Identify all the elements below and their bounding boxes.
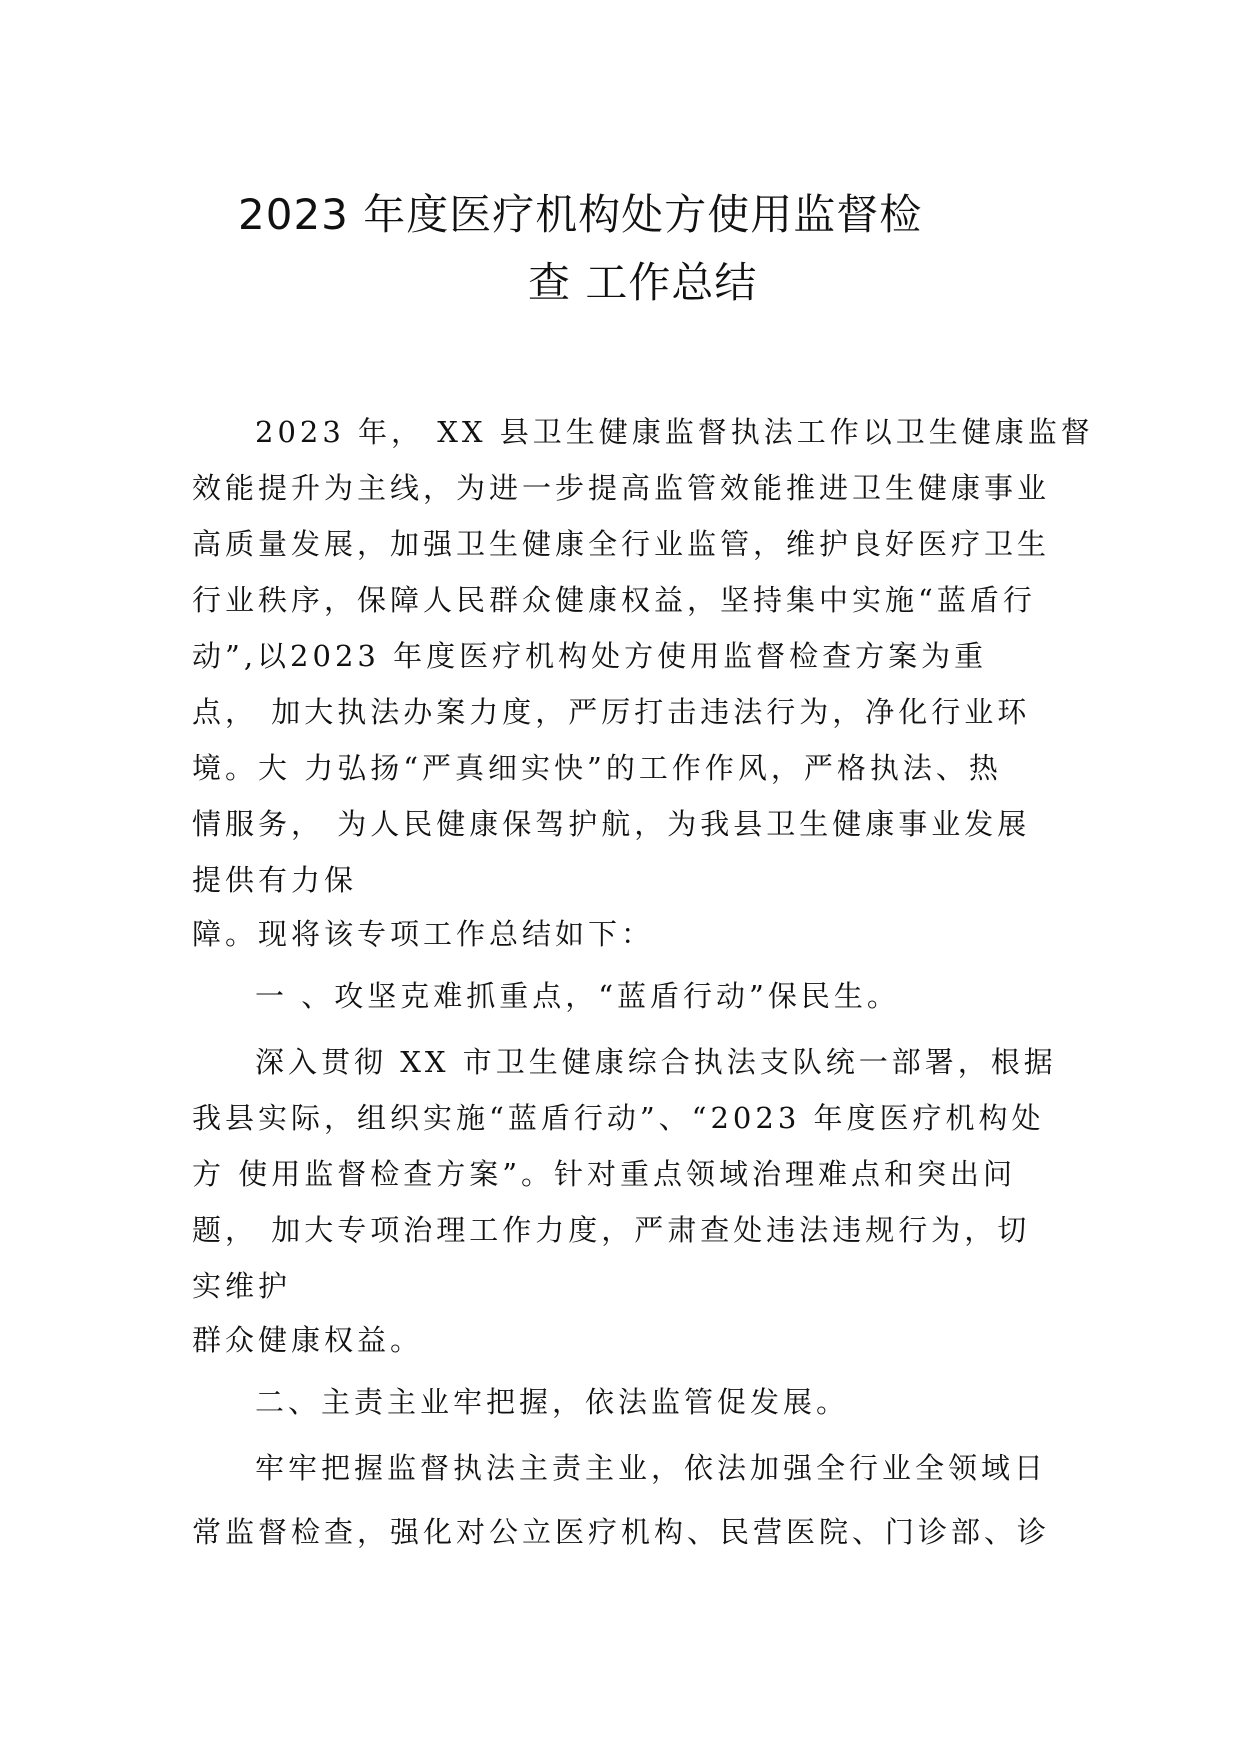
document-title-line-2: 查 工作总结 xyxy=(528,258,758,307)
paragraph-line: 题， 加大专项治理工作力度，严肃查处违法违规行为，切 xyxy=(192,1213,1031,1247)
paragraph-line: 行业秩序，保障人民群众健康权益，坚持集中实施“蓝盾行 xyxy=(192,583,1036,617)
paragraph-line: 实维护 xyxy=(192,1269,292,1303)
section-heading-2: 二、主责主业牢把握，依法监管促发展。 xyxy=(255,1385,850,1419)
paragraph-line: 境。大 力弘扬“严真细实快”的工作作风，严格执法、热 xyxy=(192,751,1002,785)
paragraph-line: 深入贯彻 XX 市卫生健康综合执法支队统一部署，根据 xyxy=(255,1045,1057,1079)
paragraph-line: 方 使用监督检查方案”。针对重点领域治理难点和突出问 xyxy=(192,1157,1017,1191)
paragraph-line: 点， 加大执法办案力度，严厉打击违法行为，净化行业环 xyxy=(192,695,1031,729)
paragraph-line: 我县实际，组织实施“蓝盾行动”、“2023 年度医疗机构处 xyxy=(192,1101,1045,1135)
paragraph-line: 2023 年， XX 县卫生健康监督执法工作以卫生健康监督 xyxy=(255,415,1094,449)
document-title-line-1: 2023 年度医疗机构处方使用监督检 xyxy=(238,190,923,239)
paragraph-line: 群众健康权益。 xyxy=(192,1323,424,1357)
paragraph-line: 障。现将该专项工作总结如下： xyxy=(192,917,655,951)
paragraph-line: 动”,以2023 年度医疗机构处方使用监督检查方案为重 xyxy=(192,639,988,673)
paragraph-line: 高质量发展，加强卫生健康全行业监管，维护良好医疗卫生 xyxy=(192,527,1051,561)
section-heading-1: 一 、攻坚克难抓重点，“蓝盾行动”保民生。 xyxy=(255,979,900,1013)
paragraph-line: 牢牢把握监督执法主责主业，依法加强全行业全领域日 xyxy=(255,1451,1048,1485)
paragraph-line: 常监督检查，强化对公立医疗机构、民营医院、门诊部、诊 xyxy=(192,1515,1051,1549)
paragraph-line: 情服务， 为人民健康保驾护航，为我县卫生健康事业发展 xyxy=(192,807,1031,841)
paragraph-line: 效能提升为主线，为进一步提高监管效能推进卫生健康事业 xyxy=(192,471,1051,505)
paragraph-line: 提供有力保 xyxy=(192,863,358,897)
